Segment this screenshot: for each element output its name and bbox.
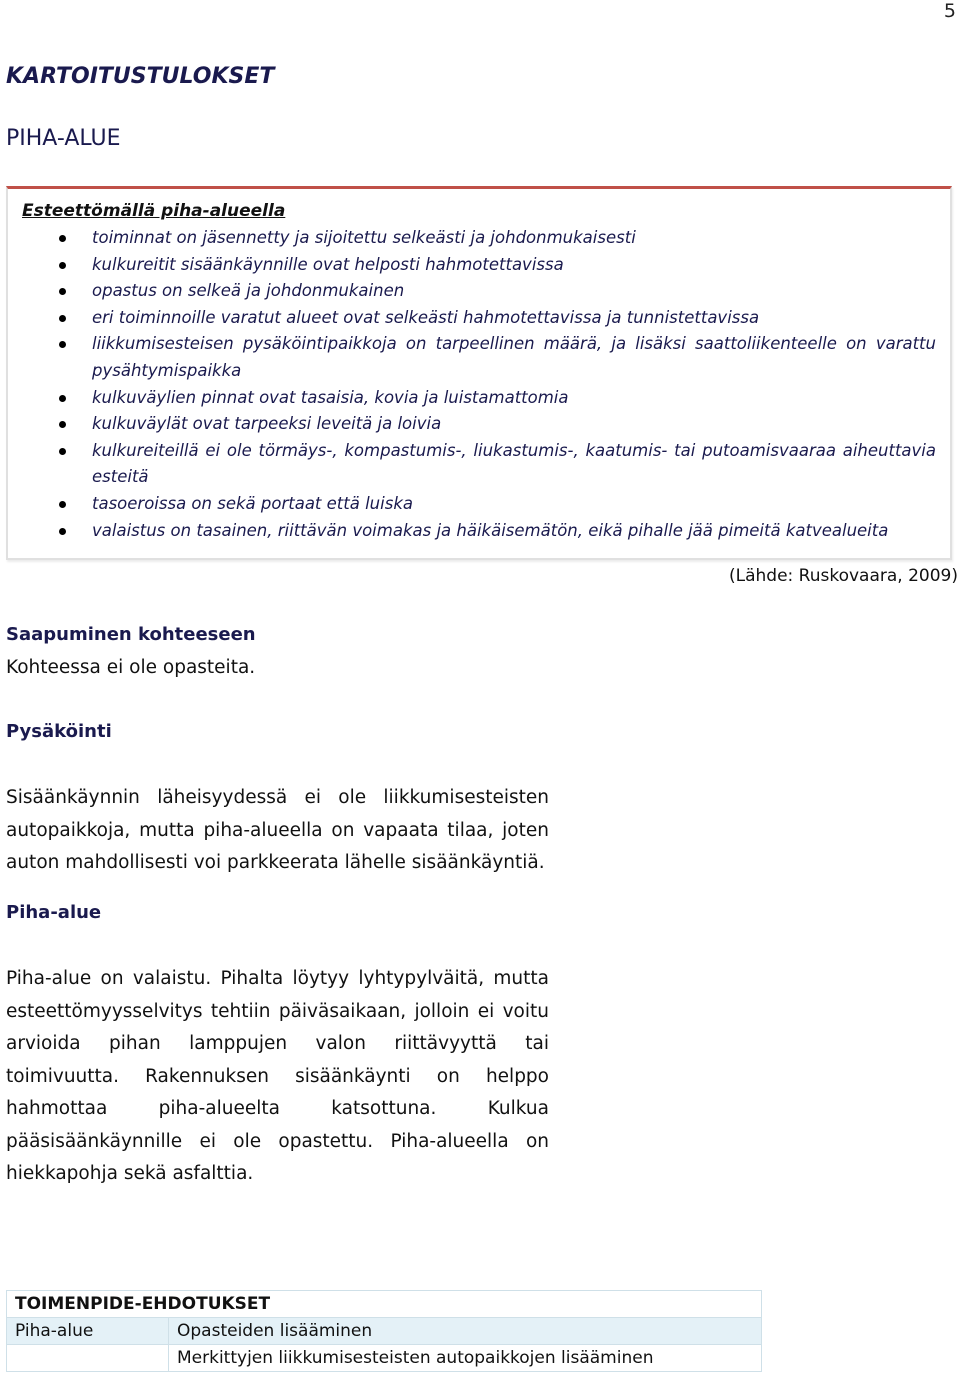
- criteria-box: [6, 186, 952, 560]
- yard-text: Piha-alue on valaistu. Pihalta löytyy lyhtypylväitä, mutta esteettömyysselvitys tehtiin päiväsaikaan, jolloin ei voitu arvioida pihan lamppujen valon riittävyyttä tai toimivuutta. Rakennuksen sisäänkäynti on helppo hahmottaa piha-alueelta katsottuna. Kulkua pääsisäänkäynnille ei ole opastettu. Piha-alueella on hiekkapohja sekä asfalttia.: [6, 968, 549, 1184]
- criteria-item: tasoeroissa on sekä portaat että luiska: [22, 491, 936, 518]
- arrival-heading: Saapuminen kohteeseen: [6, 624, 256, 645]
- criteria-item: kulkuväylät ovat tarpeeksi leveitä ja loivia: [22, 411, 936, 438]
- criteria-item: kulkuväylien pinnat ovat tasaisia, kovia ja luistamattomia: [22, 385, 936, 412]
- criteria-item: kulkureiteillä ei ole törmäys-, kompastumis-, liukastumis-, kaatumis- tai putoamisvaaraa aiheuttavia esteitä: [22, 438, 936, 491]
- criteria-item: liikkumisesteisen pysäköintipaikkoja on tarpeellinen määrä, ja lisäksi saattoliikenteelle on varattu pysähtymispaikka: [22, 331, 936, 384]
- criteria-heading: Esteettömällä piha-alueella: [22, 201, 286, 221]
- measures-item: Merkittyjen liikkumisesteisten autopaikkojen lisääminen: [169, 1345, 762, 1372]
- document-title: KARTOITUSTULOKSET: [6, 64, 275, 89]
- table-row: [7, 1345, 762, 1372]
- criteria-item: eri toiminnoille varatut alueet ovat selkeästi hahmotettavissa ja tunnistettavissa: [22, 305, 936, 332]
- source-citation: (Lähde: Ruskovaara, 2009): [728, 566, 958, 586]
- yard-heading: Piha-alue: [6, 902, 102, 923]
- criteria-item: opastus on selkeä ja johdonmukainen: [22, 278, 936, 305]
- criteria-item: kulkureitit sisäänkäynnille ovat helposti hahmotettavissa: [22, 252, 936, 279]
- measures-table: [6, 1290, 762, 1372]
- criteria-list: [22, 225, 936, 544]
- page-number: 5: [943, 0, 956, 22]
- parking-heading: Pysäköinti: [6, 721, 112, 742]
- criteria-item: toiminnat on jäsennetty ja sijoitettu selkeästi ja johdonmukaisesti: [22, 225, 936, 252]
- arrival-text: Kohteessa ei ole opasteita.: [6, 657, 256, 678]
- measures-area: Piha-alue: [7, 1318, 169, 1345]
- section-title: PIHA-ALUE: [6, 126, 121, 151]
- parking-text: Sisäänkäynnin läheisyydessä ei ole liikkumisesteisten autopaikkoja, mutta piha-alueella on vapaata tilaa, joten auton mahdollisesti voi parkkeerata lähelle sisäänkäyntiä.: [6, 787, 549, 873]
- criteria-item: valaistus on tasainen, riittävän voimakas ja häikäisemätön, eikä pihalle jää pimeitä katvealueita: [22, 518, 936, 545]
- measures-header-row: [7, 1291, 762, 1318]
- measures-item: Opasteiden lisääminen: [169, 1318, 762, 1345]
- table-row: [7, 1318, 762, 1345]
- measures-area-empty: [7, 1345, 169, 1372]
- measures-header: TOIMENPIDE-EHDOTUKSET: [7, 1291, 762, 1318]
